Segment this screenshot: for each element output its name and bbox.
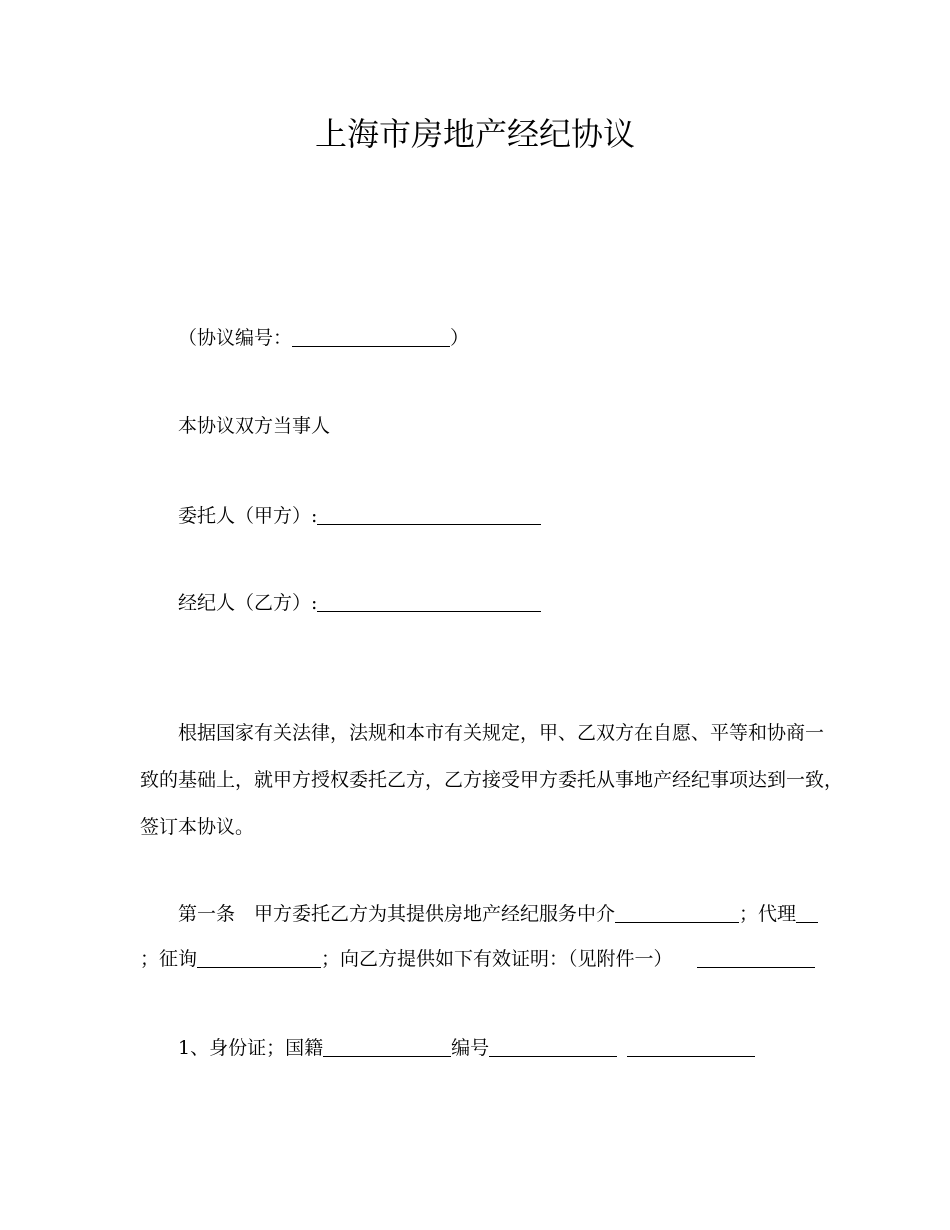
party-b-field[interactable] bbox=[317, 591, 541, 612]
agreement-number-field[interactable] bbox=[292, 326, 450, 347]
nationality-field[interactable] bbox=[323, 1036, 451, 1057]
party-a-label: 委托人（甲方）: bbox=[178, 505, 318, 527]
item1-text-a: 1、身份证；国籍 bbox=[178, 1037, 324, 1059]
parties-heading: 本协议双方当事人 bbox=[178, 415, 331, 437]
article1-line-1 bbox=[178, 901, 818, 927]
preamble-line-2: 致的基础上，就甲方授权委托乙方，乙方接受甲方委托从事地产经纪事项达到一致， bbox=[140, 769, 844, 791]
agency-field[interactable] bbox=[796, 902, 818, 923]
article1-text-d: ；向乙方提供如下有效证明：（见附件一） bbox=[321, 948, 673, 970]
party-a-line bbox=[178, 503, 541, 529]
preamble-line-3: 签订本协议。 bbox=[140, 816, 255, 838]
article1-text-b: ；代理 bbox=[739, 903, 797, 925]
preamble-line-1: 根据国家有关法律，法规和本市有关规定，甲、乙双方在自愿、平等和协商一 bbox=[178, 722, 825, 744]
id-number-field[interactable] bbox=[489, 1036, 617, 1057]
certificate-field[interactable] bbox=[697, 947, 815, 968]
article1-line-2 bbox=[140, 946, 815, 972]
inquiry-field[interactable] bbox=[197, 947, 321, 968]
agreement-number-close: ） bbox=[450, 327, 470, 349]
party-a-field[interactable] bbox=[317, 504, 541, 525]
item1-line bbox=[178, 1035, 755, 1061]
item1-text-b: 编号 bbox=[451, 1037, 490, 1059]
article1-text-c: ；征询 bbox=[140, 948, 198, 970]
extra-field[interactable] bbox=[627, 1036, 755, 1057]
party-b-line bbox=[178, 590, 541, 616]
intermediary-field[interactable] bbox=[615, 902, 739, 923]
agreement-number-line bbox=[178, 325, 469, 351]
agreement-number-label: （协议编号： bbox=[178, 327, 293, 349]
party-b-label: 经纪人（乙方）: bbox=[178, 592, 318, 614]
article1-text-a: 第一条 甲方委托乙方为其提供房地产经纪服务中介 bbox=[178, 903, 616, 925]
document-title: 上海市房地产经纪协议 bbox=[314, 115, 635, 153]
